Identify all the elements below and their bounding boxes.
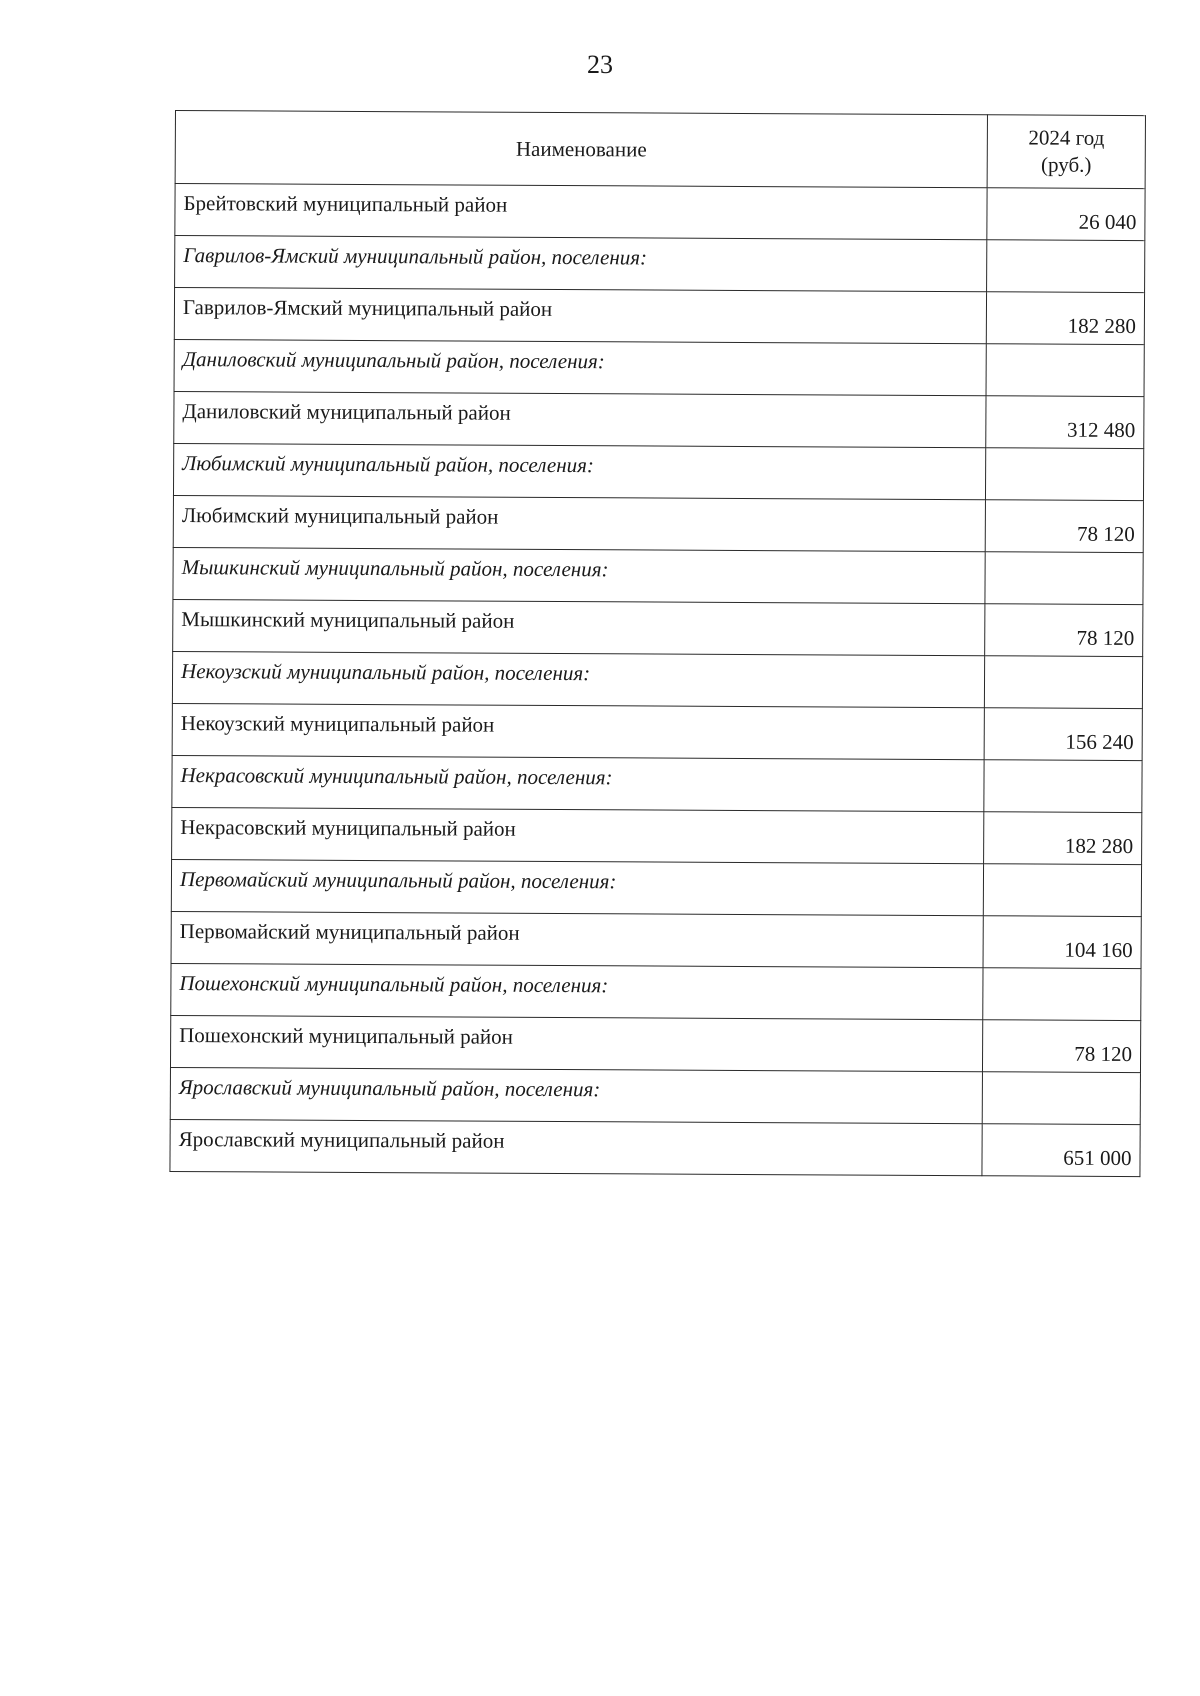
group-heading: Пошехонский муниципальный район, поселения: <box>171 963 983 1019</box>
amount-value <box>985 552 1143 605</box>
amount-value <box>987 240 1145 293</box>
table-row <box>174 288 1144 345</box>
amount-value <box>982 1072 1140 1125</box>
table-row <box>170 1119 1140 1176</box>
table-row <box>172 807 1142 864</box>
district-name: Некрасовский муниципальный район <box>172 807 984 863</box>
group-heading: Гаврилов-Ямский муниципальный район, поселения: <box>175 236 987 292</box>
district-name: Мышкинский муниципальный район <box>173 599 985 655</box>
group-heading: Некрасовский муниципальный район, поселения: <box>172 755 984 811</box>
group-heading: Ярославский муниципальный район, поселения: <box>170 1067 982 1123</box>
group-heading: Первомайский муниципальный район, поселения: <box>171 859 983 915</box>
group-heading: Некоузский муниципальный район, поселения: <box>172 651 984 707</box>
header-name: Наименование <box>175 111 987 188</box>
amount-value <box>984 656 1142 709</box>
table-group-row <box>172 651 1142 708</box>
amount-value: 78 120 <box>985 604 1143 657</box>
amount-value: 104 160 <box>983 916 1141 969</box>
table-row <box>174 391 1144 448</box>
amount-value <box>984 760 1142 813</box>
table-group-row <box>171 963 1141 1020</box>
table-row <box>173 599 1143 656</box>
budget-table <box>169 110 1146 1177</box>
amount-value: 156 240 <box>984 708 1142 761</box>
district-name: Ярославский муниципальный район <box>170 1119 982 1175</box>
table-row <box>170 1015 1140 1072</box>
table-group-row <box>172 755 1142 812</box>
table-row <box>175 184 1145 241</box>
group-heading: Даниловский муниципальный район, поселения: <box>174 339 986 395</box>
amount-value <box>986 344 1144 397</box>
table-group-row <box>170 1067 1140 1124</box>
amount-value: 651 000 <box>982 1124 1140 1177</box>
amount-value: 312 480 <box>986 396 1144 449</box>
amount-value: 26 040 <box>987 188 1145 241</box>
district-name: Брейтовский муниципальный район <box>175 184 987 240</box>
table-group-row <box>175 236 1145 293</box>
amount-value: 182 280 <box>986 292 1144 345</box>
amount-value <box>983 864 1141 917</box>
group-heading: Любимский муниципальный район, поселения: <box>173 443 985 499</box>
table-row <box>173 495 1143 552</box>
amount-value <box>985 448 1143 501</box>
header-value <box>987 115 1145 189</box>
header-value-year: 2024 год <box>1028 125 1105 150</box>
district-name: Любимский муниципальный район <box>173 495 985 551</box>
amount-value: 78 120 <box>982 1020 1140 1073</box>
district-name: Пошехонский муниципальный район <box>170 1015 982 1071</box>
amount-value <box>983 968 1141 1021</box>
budget-table-wrapper <box>169 110 1145 1177</box>
amount-value: 78 120 <box>985 500 1143 553</box>
district-name: Даниловский муниципальный район <box>174 391 986 447</box>
district-name: Гаврилов-Ямский муниципальный район <box>174 288 986 344</box>
table-group-row <box>174 339 1144 396</box>
header-value-unit: (руб.) <box>1040 152 1092 177</box>
district-name: Некоузский муниципальный район <box>172 703 984 759</box>
table-group-row <box>173 443 1143 500</box>
table-row <box>171 911 1141 968</box>
district-name: Первомайский муниципальный район <box>171 911 983 967</box>
table-group-row <box>171 859 1141 916</box>
amount-value: 182 280 <box>984 812 1142 865</box>
group-heading: Мышкинский муниципальный район, поселения: <box>173 547 985 603</box>
table-group-row <box>173 547 1143 604</box>
table-row <box>172 703 1142 760</box>
page-number: 23 <box>587 50 613 79</box>
table-header-row <box>175 111 1145 189</box>
table-body <box>170 184 1145 1177</box>
